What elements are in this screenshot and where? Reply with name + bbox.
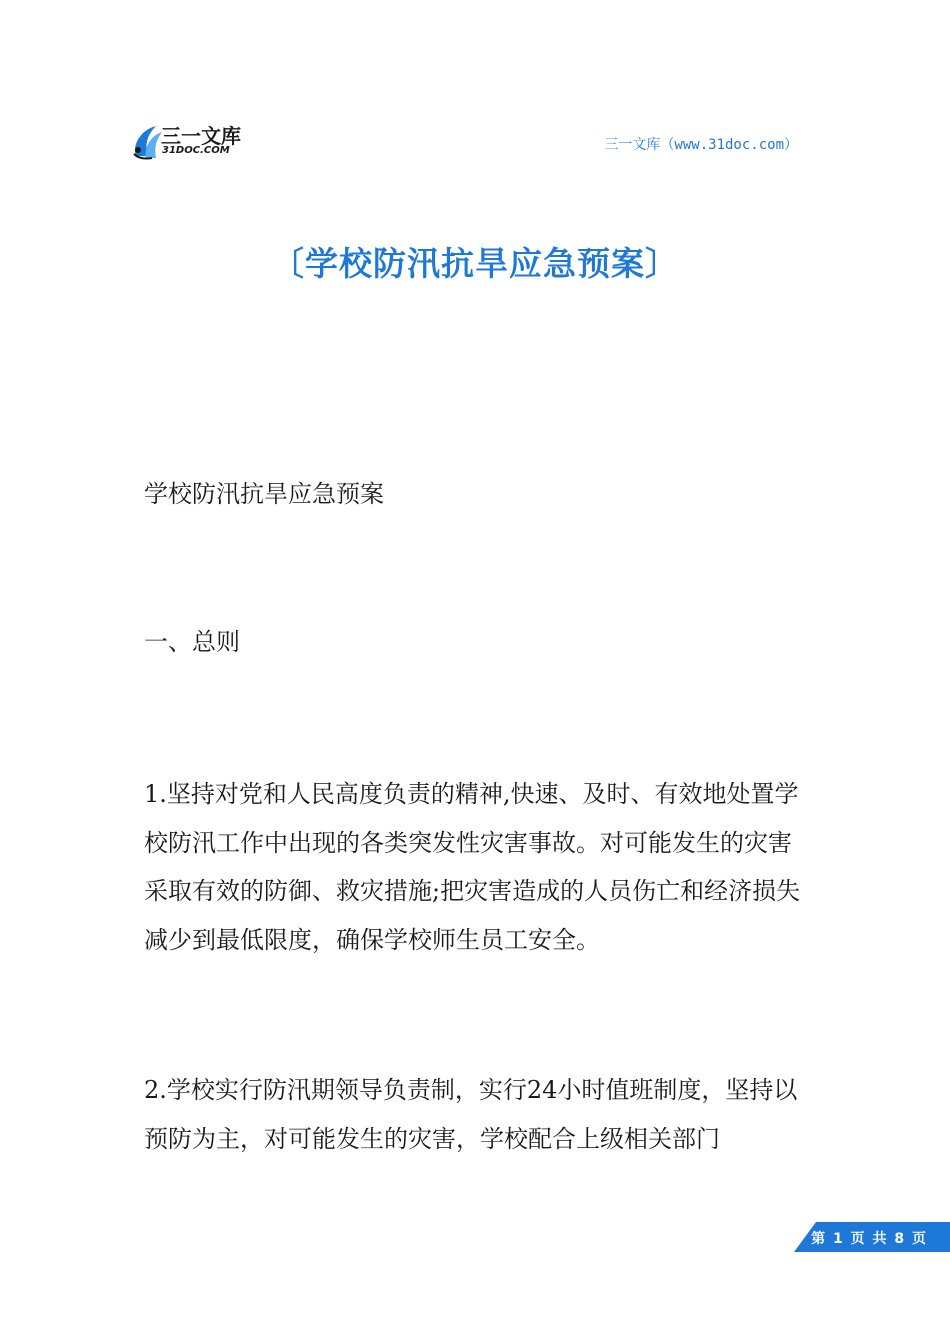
paragraph-2: 2.学校实行防汛期领导负责制，实行24小时值班制度，坚持以预防为主，对可能发生的灾害，学校配合上级相关部门 xyxy=(144,1076,798,1153)
document-title: 〔学校防汛抗旱应急预案〕 xyxy=(271,244,679,283)
logo-text: 三一文库 xyxy=(161,124,241,148)
page-indicator: 第 1 页 共 8 页 xyxy=(811,1231,926,1247)
paragraph-1: 1.坚持对党和人民高度负责的精神,快速、及时、有效地处置学校防汛工作中出现的各类突发性灾害事故。对可能发生的灾害采取有效的防御、救灾措施;把灾害造成的人员伤亡和经济损失减少到最低限度，确保学校师生员工安全。 xyxy=(144,780,801,954)
site-link[interactable]: 三一文库（www.31doc.com） xyxy=(604,137,798,153)
section-heading: 一、总则 xyxy=(144,628,240,656)
document-subtitle: 学校防汛抗旱应急预案 xyxy=(144,480,384,508)
logo-subtext: 31DOC.COM xyxy=(162,145,230,156)
site-logo[interactable] xyxy=(130,120,250,164)
